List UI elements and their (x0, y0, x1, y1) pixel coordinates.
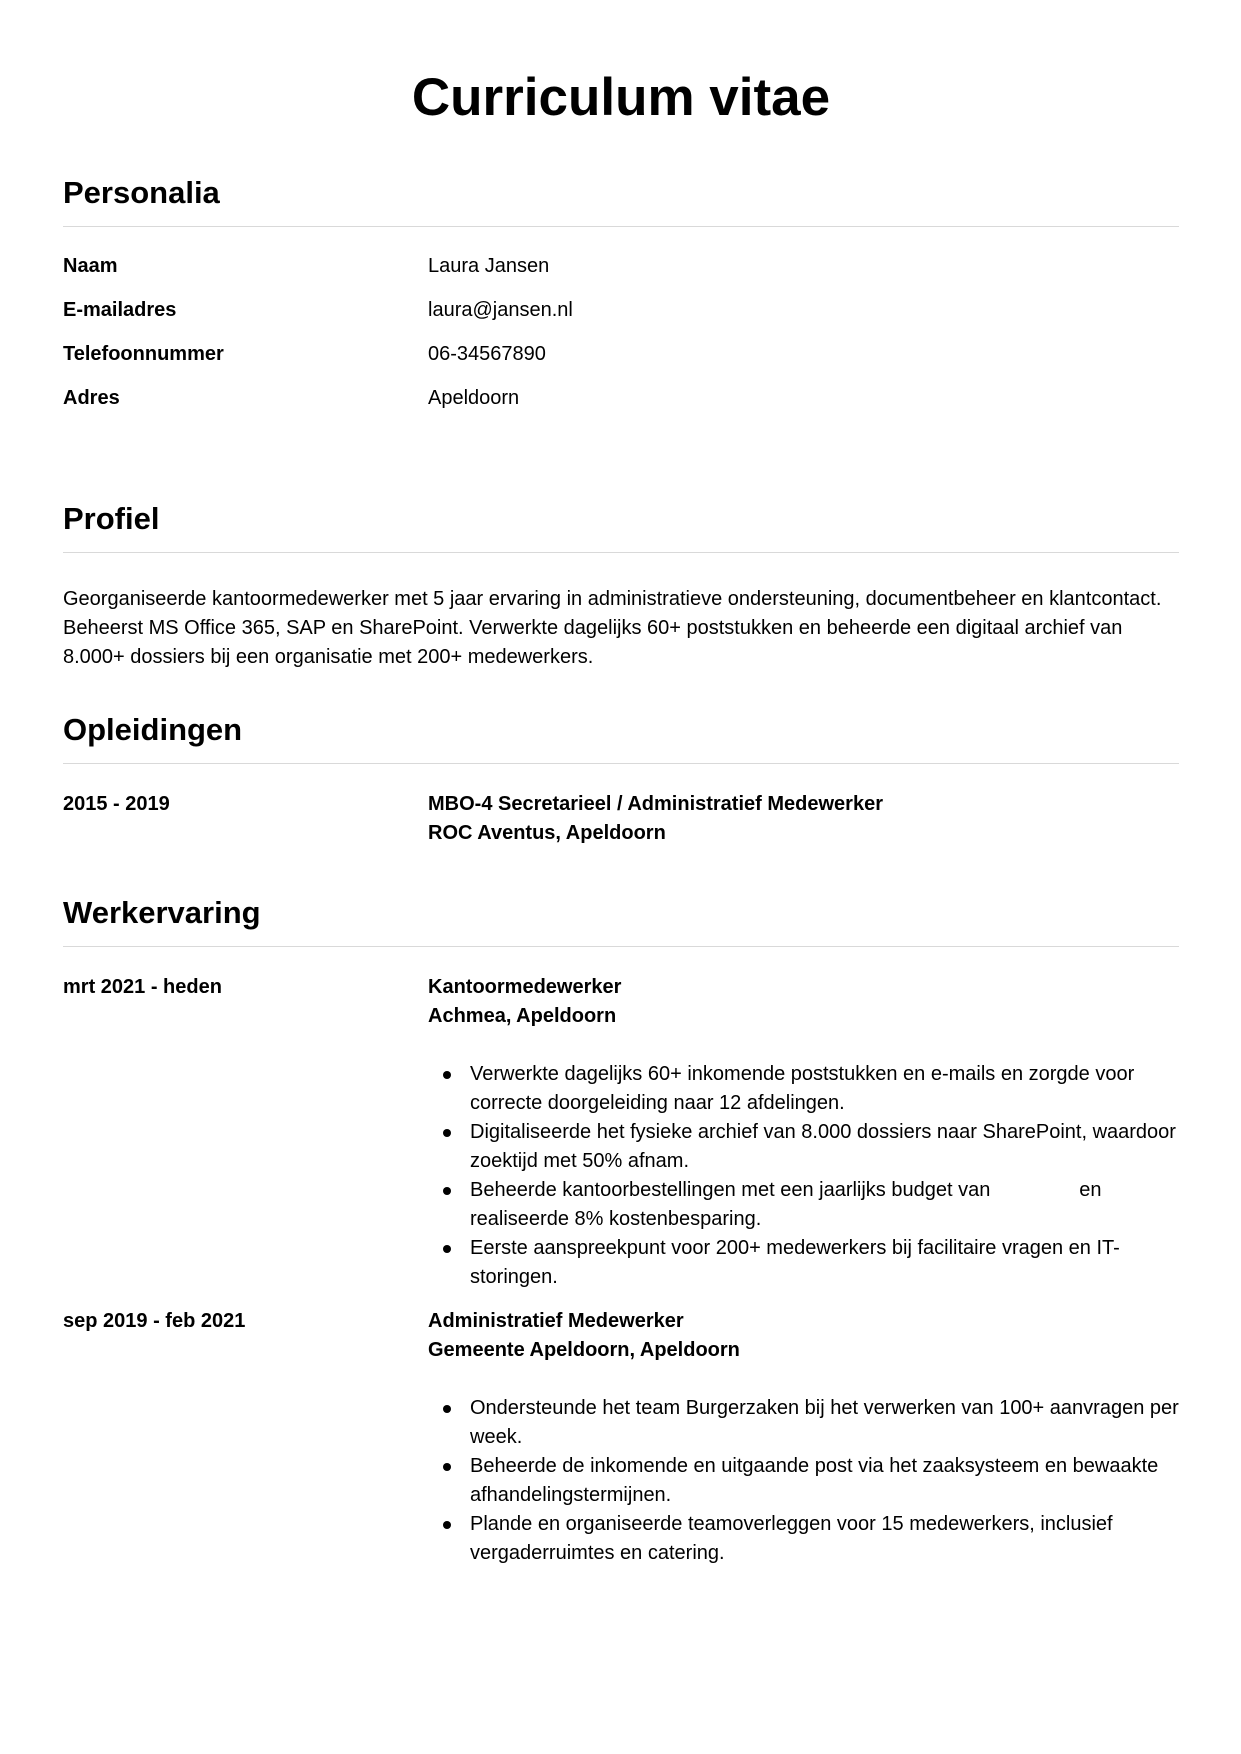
personalia-value: Apeldoorn (428, 387, 520, 409)
personalia-value: Laura Jansen (428, 255, 550, 277)
work-bullet-text: Plande en organiseerde teamoverleggen voor 15 medewerkers, inclusief vergaderruimtes en catering. (470, 1513, 1113, 1564)
work-bullet-list (428, 1394, 1179, 1568)
work-bullet-text: Verwerkte dagelijks 60+ inkomende poststukken en e-mails en zorgde voor correcte doorgeleiding naar 12 afdelingen. (470, 1063, 1135, 1114)
personalia-row-adres (63, 384, 1179, 413)
personalia-value: laura@jansen.nl (428, 299, 573, 321)
education-title: MBO-4 Secretarieel / Administratief Medewerker (428, 793, 883, 815)
section-heading-opleidingen: Opleidingen (63, 710, 1179, 764)
work-bullet-text: Ondersteunde het team Burgerzaken bij het verwerken van 100+ aanvragen per week. (470, 1397, 1179, 1448)
work-bullet (470, 1176, 1179, 1234)
bullet-icon (443, 1071, 451, 1079)
personalia-label: Telefoonnummer (63, 343, 224, 365)
work-bullet-list (428, 1060, 1179, 1292)
document-title: Curriculum vitae (411, 68, 831, 127)
section-heading-werkervaring: Werkervaring (63, 893, 1179, 947)
bullet-icon (443, 1405, 451, 1413)
personalia-label: Naam (63, 255, 118, 277)
work-title: Administratief Medewerker (428, 1310, 684, 1332)
education-institution: ROC Aventus, Apeldoorn (428, 822, 666, 844)
education-body (428, 790, 1179, 848)
work-date: sep 2019 - feb 2021 (63, 1310, 246, 1332)
work-bullet (470, 1394, 1179, 1452)
profile-text: Georganiseerde kantoormedewerker met 5 jaar ervaring in administratieve ondersteuning, documentbeheer en klantcontact. Beheerst MS Office 365, SAP en SharePoint. Verwerkte dagelijks 60+ poststukken en beheerde een digitaal archief van 8.000+ dossiers bij een organisatie met 200+ medewerkers. (63, 588, 1162, 668)
personalia-value: 06-34567890 (428, 343, 546, 365)
section-personalia (63, 173, 1179, 413)
work-bullet-text: Digitaliseerde het fysieke archief van 8.000 dossiers naar SharePoint, waardoor zoektijd met 50% afnam. (470, 1121, 1176, 1172)
bullet-icon (443, 1463, 451, 1471)
work-date: mrt 2021 - heden (63, 976, 222, 998)
education-entry (63, 764, 1179, 848)
personalia-row-email (63, 296, 1179, 325)
personalia-label: Adres (63, 387, 120, 409)
work-bullet-text: Beheerde kantoorbestellingen met een jaarlijks budget van en realiseerde 8% kostenbesparing. (470, 1179, 1108, 1230)
work-employer: Achmea, Apeldoorn (428, 1005, 617, 1027)
work-title: Kantoormedewerker (428, 976, 622, 998)
work-body (428, 1307, 1179, 1568)
personalia-row-telefoon (63, 340, 1179, 369)
work-bullet (470, 1234, 1179, 1292)
work-entry (63, 947, 1179, 1292)
section-heading-personalia: Personalia (63, 173, 1179, 227)
education-date: 2015 - 2019 (63, 793, 170, 815)
personalia-row-naam (63, 252, 1179, 281)
work-bullet-text: Beheerde de inkomende en uitgaande post via het zaaksysteem en bewaakte afhandelingstermijnen. (470, 1455, 1159, 1506)
work-entry (63, 1292, 1179, 1568)
work-bullet (470, 1510, 1179, 1568)
section-heading-profiel: Profiel (63, 499, 1179, 553)
work-employer: Gemeente Apeldoorn, Apeldoorn (428, 1339, 740, 1361)
personalia-label: E-mailadres (63, 299, 177, 321)
bullet-icon (443, 1245, 451, 1253)
section-opleidingen (63, 710, 1179, 848)
work-bullet (470, 1118, 1179, 1176)
work-bullet (470, 1060, 1179, 1118)
work-body (428, 973, 1179, 1292)
bullet-icon (443, 1187, 451, 1195)
section-profiel (63, 499, 1179, 672)
bullet-icon (443, 1521, 451, 1529)
work-bullet-text: Eerste aanspreekpunt voor 200+ medewerkers bij facilitaire vragen en IT-storingen. (470, 1237, 1120, 1288)
bullet-icon (443, 1129, 451, 1137)
section-werkervaring (63, 893, 1179, 1568)
work-bullet (470, 1452, 1179, 1510)
personalia-list (63, 227, 1179, 413)
